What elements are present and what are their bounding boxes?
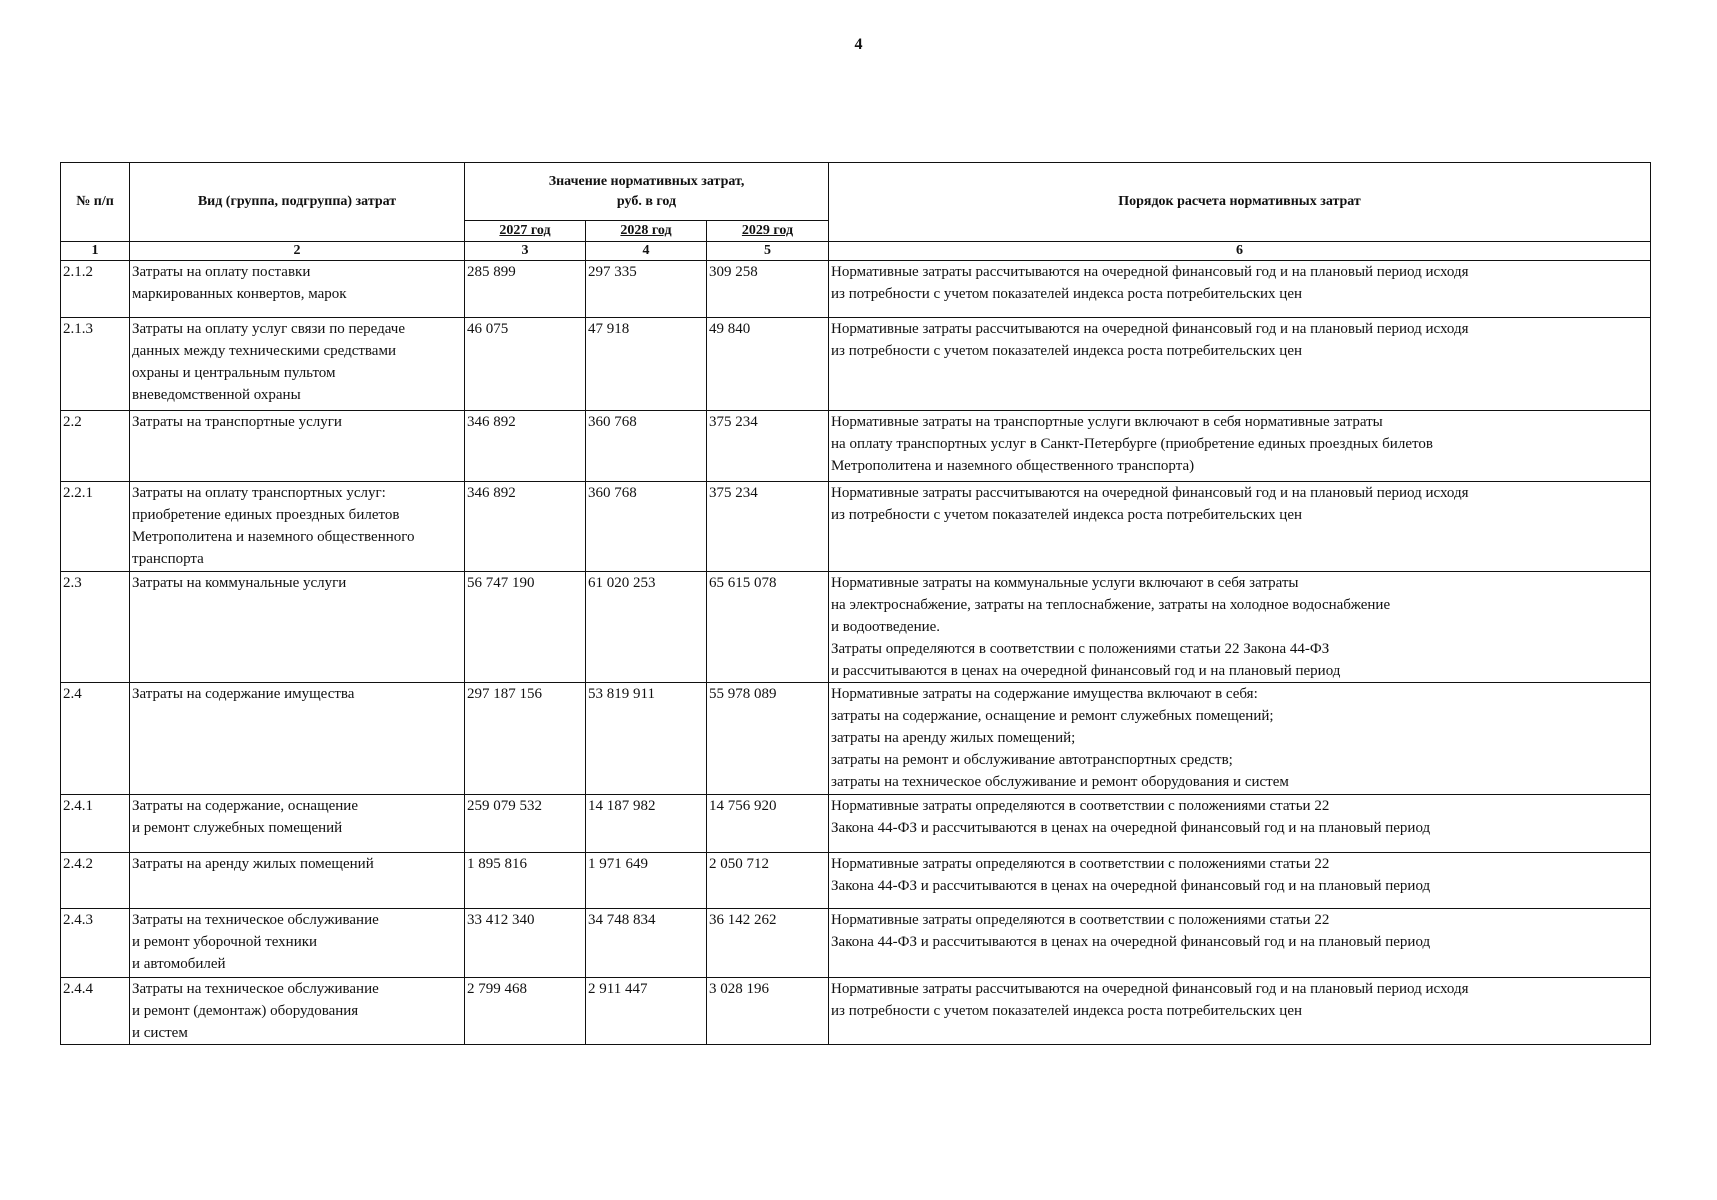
value-2027: 346 892: [465, 482, 586, 572]
row-number: 2.4.2: [61, 853, 130, 909]
calculation-method: [829, 411, 1651, 482]
calculation-method-line: Закона 44-ФЗ и рассчитываются в ценах на очередной финансовый год и на плановый период: [831, 820, 1431, 836]
value-2029: 36 142 262: [707, 909, 829, 978]
table-row: [61, 261, 1651, 318]
calculation-method-line: и рассчитываются в ценах на очередной финансовый год и на плановый период: [831, 663, 1341, 679]
cost-type-line: Затраты на оплату услуг связи по передаче: [132, 321, 406, 337]
calculation-method: [829, 318, 1651, 411]
row-number: 2.4.1: [61, 795, 130, 853]
column-number: 5: [707, 242, 829, 261]
cost-type-line: Затраты на транспортные услуги: [132, 414, 342, 430]
calculation-method-line: Закона 44-ФЗ и рассчитываются в ценах на очередной финансовый год и на плановый период: [831, 878, 1431, 894]
column-number: 2: [130, 242, 465, 261]
value-2028: 61 020 253: [586, 572, 707, 683]
cost-type-line: данных между техническими средствами: [132, 343, 396, 359]
normative-costs-table: [60, 162, 1651, 1045]
calculation-method-line: затраты на техническое обслуживание и ремонт оборудования и систем: [831, 774, 1289, 790]
row-number: 2.3: [61, 572, 130, 683]
value-2028: 360 768: [586, 482, 707, 572]
calculation-method-line: из потребности с учетом показателей индекса роста потребительских цен: [831, 507, 1303, 523]
cost-type-line: Метрополитена и наземного общественного: [132, 529, 415, 545]
table-row: [61, 482, 1651, 572]
calculation-method-line: затраты на содержание, оснащение и ремонт служебных помещений;: [831, 708, 1274, 724]
calculation-method: [829, 909, 1651, 978]
cost-type-line: транспорта: [132, 551, 204, 567]
calculation-method-line: Закона 44-ФЗ и рассчитываются в ценах на очередной финансовый год и на плановый период: [831, 934, 1431, 950]
calculation-method-line: Нормативные затраты рассчитываются на очередной финансовый год и на плановый период исходя: [831, 264, 1469, 280]
header-value-group: [465, 163, 829, 221]
cost-type: [130, 853, 465, 909]
calculation-method-line: Нормативные затраты определяются в соответствии с положениями статьи 22: [831, 856, 1330, 872]
cost-type-line: Затраты на содержание имущества: [132, 686, 355, 702]
calculation-method-line: Нормативные затраты определяются в соответствии с положениями статьи 22: [831, 798, 1330, 814]
cost-type-line: Затраты на оплату транспортных услуг:: [132, 485, 386, 501]
calculation-method-line: Нормативные затраты на содержание имущества включают в себя:: [831, 686, 1258, 702]
column-number: 1: [61, 242, 130, 261]
cost-type: [130, 909, 465, 978]
value-2028: 2 911 447: [586, 978, 707, 1045]
row-number: 2.2: [61, 411, 130, 482]
value-2028: 360 768: [586, 411, 707, 482]
cost-type-line: и ремонт служебных помещений: [132, 820, 343, 836]
cost-type-line: Затраты на коммунальные услуги: [132, 575, 347, 591]
value-2028: 297 335: [586, 261, 707, 318]
calculation-method-line: Затраты определяются в соответствии с положениями статьи 22 Закона 44-ФЗ: [831, 641, 1330, 657]
calculation-method-line: Нормативные затраты на коммунальные услуги включают в себя затраты: [831, 575, 1299, 591]
calculation-method: [829, 683, 1651, 795]
cost-type-line: маркированных конвертов, марок: [132, 286, 347, 302]
value-2027: 46 075: [465, 318, 586, 411]
row-number: 2.4: [61, 683, 130, 795]
cost-type-line: вневедомственной охраны: [132, 387, 301, 403]
calculation-method-line: из потребности с учетом показателей индекса роста потребительских цен: [831, 343, 1303, 359]
calculation-method: [829, 572, 1651, 683]
calculation-method-line: Нормативные затраты рассчитываются на очередной финансовый год и на плановый период исходя: [831, 981, 1469, 997]
cost-type-line: охраны и центральным пультом: [132, 365, 336, 381]
calculation-method-line: из потребности с учетом показателей индекса роста потребительских цен: [831, 286, 1303, 302]
calculation-method: [829, 853, 1651, 909]
cost-type-line: и систем: [132, 1025, 188, 1041]
cost-type: [130, 411, 465, 482]
calculation-method: [829, 261, 1651, 318]
value-2028: 53 819 911: [586, 683, 707, 795]
calculation-method-line: и водоотведение.: [831, 619, 941, 635]
header-row-top: [61, 163, 1651, 221]
value-2029: 2 050 712: [707, 853, 829, 909]
header-col-type: Вид (группа, подгруппа) затрат: [130, 163, 465, 242]
table-row: [61, 978, 1651, 1045]
cost-type-line: приобретение единых проездных билетов: [132, 507, 400, 523]
table-row: [61, 683, 1651, 795]
row-number: 2.2.1: [61, 482, 130, 572]
row-number: 2.4.4: [61, 978, 130, 1045]
value-2028: 14 187 982: [586, 795, 707, 853]
row-number: 2.1.2: [61, 261, 130, 318]
value-2028: 34 748 834: [586, 909, 707, 978]
calculation-method-line: Метрополитена и наземного общественного транспорта): [831, 458, 1195, 474]
calculation-method-line: на оплату транспортных услуг в Санкт-Петербурге (приобретение единых проездных билетов: [831, 436, 1433, 452]
value-2028: 47 918: [586, 318, 707, 411]
table-row: [61, 909, 1651, 978]
cost-type: [130, 482, 465, 572]
cost-type-line: и ремонт (демонтаж) оборудования: [132, 1003, 359, 1019]
calculation-method-line: затраты на ремонт и обслуживание автотранспортных средств;: [831, 752, 1233, 768]
calculation-method-line: затраты на аренду жилых помещений;: [831, 730, 1076, 746]
cost-type: [130, 318, 465, 411]
value-2029: 375 234: [707, 482, 829, 572]
table-row: [61, 318, 1651, 411]
value-2027: 346 892: [465, 411, 586, 482]
header-col-method: Порядок расчета нормативных затрат: [829, 163, 1651, 242]
value-2029: 55 978 089: [707, 683, 829, 795]
table-row: [61, 411, 1651, 482]
calculation-method-line: Нормативные затраты рассчитываются на очередной финансовый год и на плановый период исходя: [831, 485, 1469, 501]
value-2029: 375 234: [707, 411, 829, 482]
cost-type: [130, 795, 465, 853]
cost-type-line: Затраты на техническое обслуживание: [132, 912, 379, 928]
calculation-method-line: Нормативные затраты определяются в соответствии с положениями статьи 22: [831, 912, 1330, 928]
cost-type-line: Затраты на содержание, оснащение: [132, 798, 358, 814]
page-number: 4: [854, 36, 863, 53]
cost-type: [130, 683, 465, 795]
table-body: [61, 242, 1651, 1045]
calculation-method: [829, 482, 1651, 572]
table-row: [61, 572, 1651, 683]
cost-type: [130, 978, 465, 1045]
cost-type: [130, 261, 465, 318]
cost-type-line: и ремонт уборочной техники: [132, 934, 318, 950]
header-year-2029: 2029 год: [707, 221, 829, 242]
calculation-method-line: из потребности с учетом показателей индекса роста потребительских цен: [831, 1003, 1303, 1019]
column-number: 6: [829, 242, 1651, 261]
column-number: 4: [586, 242, 707, 261]
cost-type-line: Затраты на техническое обслуживание: [132, 981, 379, 997]
column-numbers-row: [61, 242, 1651, 261]
value-2029: 309 258: [707, 261, 829, 318]
header-year-2028: 2028 год: [586, 221, 707, 242]
header-value-group-line2: руб. в год: [616, 193, 677, 209]
calculation-method-line: Нормативные затраты на транспортные услуги включают в себя нормативные затраты: [831, 414, 1383, 430]
table-row: [61, 853, 1651, 909]
value-2029: 3 028 196: [707, 978, 829, 1045]
value-2029: 65 615 078: [707, 572, 829, 683]
value-2029: 49 840: [707, 318, 829, 411]
value-2027: 285 899: [465, 261, 586, 318]
calculation-method: [829, 978, 1651, 1045]
header-value-group-line1: Значение нормативных затрат,: [548, 173, 745, 189]
header-col-no: № п/п: [61, 163, 130, 242]
value-2028: 1 971 649: [586, 853, 707, 909]
value-2027: 297 187 156: [465, 683, 586, 795]
value-2027: 2 799 468: [465, 978, 586, 1045]
value-2027: 259 079 532: [465, 795, 586, 853]
cost-type: [130, 572, 465, 683]
row-number: 2.4.3: [61, 909, 130, 978]
value-2027: 33 412 340: [465, 909, 586, 978]
value-2029: 14 756 920: [707, 795, 829, 853]
cost-type-line: и автомобилей: [132, 956, 226, 972]
calculation-method-line: на электроснабжение, затраты на теплоснабжение, затраты на холодное водоснабжение: [831, 597, 1391, 613]
calculation-method: [829, 795, 1651, 853]
cost-type-line: Затраты на оплату поставки: [132, 264, 311, 280]
calculation-method-line: Нормативные затраты рассчитываются на очередной финансовый год и на плановый период исходя: [831, 321, 1469, 337]
row-number: 2.1.3: [61, 318, 130, 411]
value-2027: 1 895 816: [465, 853, 586, 909]
table-row: [61, 795, 1651, 853]
header-year-2027: 2027 год: [465, 221, 586, 242]
cost-type-line: Затраты на аренду жилых помещений: [132, 856, 374, 872]
column-number: 3: [465, 242, 586, 261]
value-2027: 56 747 190: [465, 572, 586, 683]
